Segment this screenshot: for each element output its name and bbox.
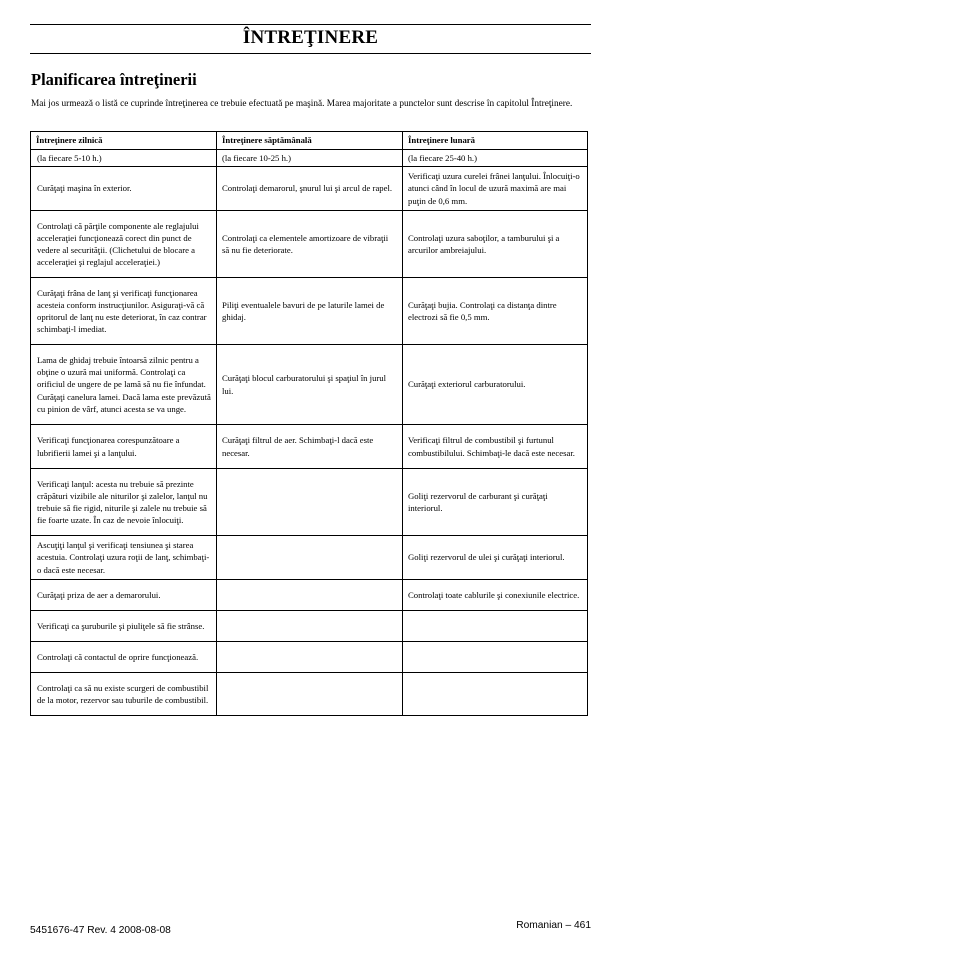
task-daily: Verificaţi ca şuruburile şi piuliţele să fie strânse.	[31, 611, 217, 642]
header-rule-top	[30, 24, 591, 25]
task-daily: Verificaţi lanţul: acesta nu trebuie să prezinte crăpături vizibile ale niturilor şi zalelor, lanţul nu trebuie să fie rigid, niturile şi zalele nu trebuie să fie foarte uzate. În caz de nevoie înlocuiţi.	[31, 469, 217, 536]
document-reference: 5451676-47 Rev. 4 2008-08-08	[30, 925, 171, 936]
table-row	[31, 580, 588, 611]
task-daily: Lama de ghidaj trebuie întoarsă zilnic pentru a obţine o uzură mai uniformă. Controlaţi ca orificiul de ungere de pe lamă să nu fie înfundat. Curăţaţi canelura lamei. Dacă lama este prevăzută cu pinion de vârf, atunci acesta se va unge.	[31, 345, 217, 425]
task-daily: Ascuţiţi lanţul şi verificaţi tensiunea şi starea acestuia. Controlaţi uzura roţii de lanţ, schimbaţi-o dacă este necesar.	[31, 536, 217, 580]
task-monthly: Verificaţi uzura curelei frânei lanţului. Înlocuiţi-o atunci când în locul de uzură maximă are mai puţin de 0,6 mm.	[403, 167, 588, 211]
table-row	[31, 536, 588, 580]
task-weekly	[217, 580, 403, 611]
task-weekly: Piliţi eventualele bavuri de pe laturile lamei de ghidaj.	[217, 278, 403, 345]
table-row	[31, 469, 588, 536]
task-monthly: Verificaţi filtrul de combustibil şi furtunul combustibilului. Schimbaţi-le dacă este necesar.	[403, 425, 588, 469]
interval-daily: (la fiecare 5-10 h.)	[31, 150, 217, 167]
task-weekly	[217, 469, 403, 536]
task-monthly	[403, 611, 588, 642]
task-daily: Curăţaţi priza de aer a demarorului.	[31, 580, 217, 611]
task-daily: Verificaţi funcţionarea corespunzătoare a lubrifierii lamei şi a lanţului.	[31, 425, 217, 469]
task-daily: Curăţaţi frâna de lanţ şi verificaţi funcţionarea acesteia conform instrucţiunilor. Asiguraţi-vă că opritorul de lanţ nu este deteriorat, în caz contrar schimbaţi-l imediat.	[31, 278, 217, 345]
table-row	[31, 278, 588, 345]
task-monthly: Controlaţi toate cablurile şi conexiunile electrice.	[403, 580, 588, 611]
task-monthly: Curăţaţi exteriorul carburatorului.	[403, 345, 588, 425]
table-row	[31, 642, 588, 673]
task-weekly	[217, 611, 403, 642]
interval-weekly: (la fiecare 10-25 h.)	[217, 150, 403, 167]
table-row	[31, 345, 588, 425]
section-heading: Planificarea întreţinerii	[31, 70, 197, 89]
table-header-row	[31, 132, 588, 150]
header-weekly: Întreţinere săptămânală	[217, 132, 403, 150]
header-monthly: Întreţinere lunară	[403, 132, 588, 150]
task-daily: Curăţaţi maşina în exterior.	[31, 167, 217, 211]
task-daily: Controlaţi ca să nu existe scurgeri de combustibil de la motor, rezervor sau tuburile de combustibil.	[31, 673, 217, 716]
task-monthly	[403, 642, 588, 673]
task-weekly	[217, 642, 403, 673]
task-weekly: Controlaţi demarorul, şnurul lui şi arcul de rapel.	[217, 167, 403, 211]
table-row	[31, 673, 588, 716]
table-row	[31, 611, 588, 642]
task-daily: Controlaţi că părţile componente ale reglajului acceleraţiei funcţionează corect din punct de vedere al securităţii. (Clichetului de blocare a acceleraţiei şi reglajul acceleraţiei.)	[31, 211, 217, 278]
maintenance-schedule-table	[30, 131, 588, 716]
task-weekly: Curăţaţi blocul carburatorului şi spaţiul în jurul lui.	[217, 345, 403, 425]
task-weekly: Controlaţi ca elementele amortizoare de vibraţii să nu fie deteriorate.	[217, 211, 403, 278]
task-monthly: Curăţaţi bujia. Controlaţi ca distanţa dintre electrozi să fie 0,5 mm.	[403, 278, 588, 345]
task-monthly: Controlaţi uzura saboţilor, a tamburului şi a arcurilor ambreiajului.	[403, 211, 588, 278]
task-monthly	[403, 673, 588, 716]
task-daily: Controlaţi că contactul de oprire funcţionează.	[31, 642, 217, 673]
task-weekly	[217, 536, 403, 580]
task-monthly: Goliţi rezervorul de ulei şi curăţaţi interiorul.	[403, 536, 588, 580]
task-weekly: Curăţaţi filtrul de aer. Schimbaţi-l dacă este necesar.	[217, 425, 403, 469]
table-row	[31, 167, 588, 211]
header-daily: Întreţinere zilnică	[31, 132, 217, 150]
intro-paragraph: Mai jos urmează o listă ce cuprinde întreţinerea ce trebuie efectuată pe maşină. Marea majoritate a punctelor sunt descrise în capitolul Întreţinere.	[31, 99, 573, 109]
table-row	[31, 211, 588, 278]
page-number: Romanian – 461	[516, 920, 591, 931]
header-rule-bottom	[30, 53, 591, 54]
task-weekly	[217, 673, 403, 716]
interval-monthly: (la fiecare 25-40 h.)	[403, 150, 588, 167]
chapter-title: ÎNTREŢINERE	[242, 27, 379, 48]
task-monthly: Goliţi rezervorul de carburant şi curăţaţi interiorul.	[403, 469, 588, 536]
table-row	[31, 425, 588, 469]
interval-row	[31, 150, 588, 167]
